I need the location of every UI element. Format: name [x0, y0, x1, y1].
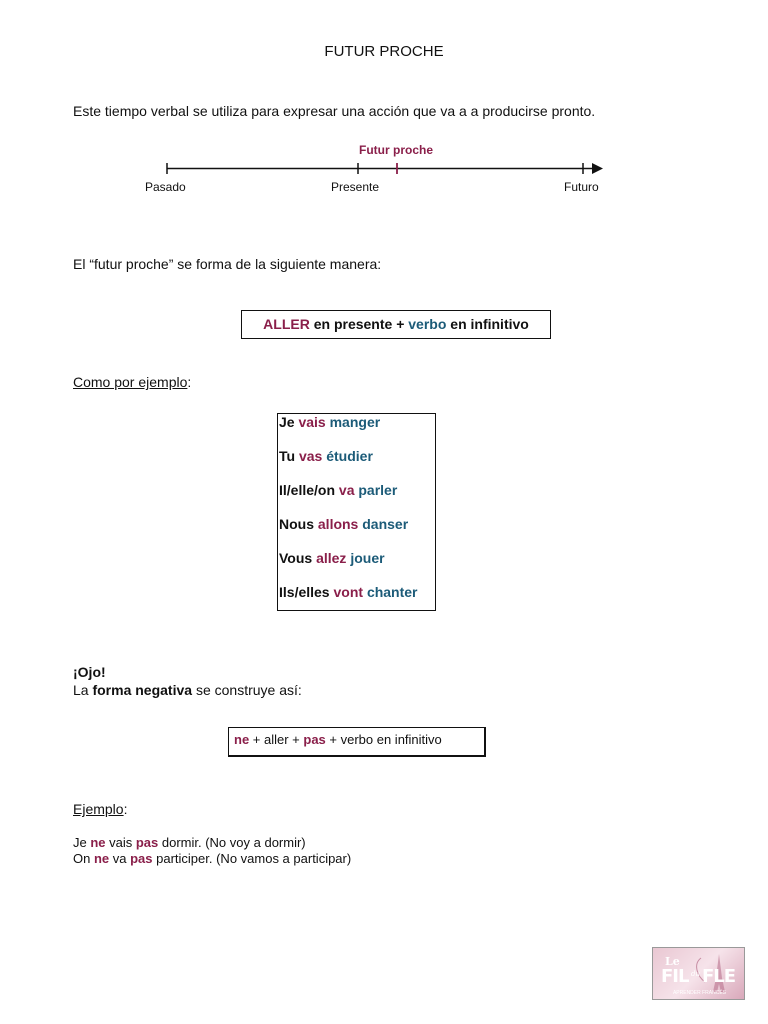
formula-part1: en presente + [309, 316, 409, 332]
pronoun: Il/elle/on [279, 482, 339, 498]
infinitive: parler [358, 482, 398, 498]
infinitive: chanter [366, 584, 418, 600]
sentence-ne: ne [93, 851, 110, 866]
conjugation-box [277, 413, 436, 611]
pronoun: Je [279, 414, 299, 430]
aux-verb: vas [298, 448, 323, 464]
example-sentence [73, 851, 351, 866]
example-heading: Como por ejemplo [73, 374, 188, 390]
example-sentence [73, 835, 306, 850]
neg-part2: + verbo en infinitivo [325, 732, 442, 747]
aux-verb: vont [333, 584, 364, 600]
sentence-subject: On [73, 851, 94, 866]
formation-text: El “futur proche” se forma de la siguiente manera: [73, 256, 382, 272]
example-colon: : [187, 374, 192, 390]
ojo-heading: ¡Ojo! [73, 664, 106, 680]
negative-intro [73, 682, 302, 698]
ejemplo-heading-line [73, 801, 127, 817]
negative-rest: se construye así: [192, 682, 302, 698]
sentence-rest: participer. (No vamos a participar) [152, 851, 352, 866]
fil-du-fle-logo [652, 947, 745, 1000]
sentence-ne: ne [90, 835, 106, 850]
conjugation-row [279, 414, 380, 430]
pronoun: Tu [279, 448, 299, 464]
timeline-present-label: Presente [331, 180, 380, 194]
conjugation-row [279, 448, 373, 464]
negative-formula-box [228, 727, 486, 757]
infinitive: étudier [326, 448, 373, 464]
logo-fil: FIL [661, 966, 689, 987]
ejemplo-colon: : [123, 801, 128, 817]
conjugation-row [279, 482, 397, 498]
formula-aller: ALLER [263, 316, 310, 332]
aux-verb: allez [316, 550, 347, 566]
pronoun: Nous [279, 516, 318, 532]
page-title: FUTUR PROCHE [324, 43, 444, 60]
sentence-aux: va [109, 851, 131, 866]
negative-la: La [73, 682, 93, 698]
sentence-subject: Je [73, 835, 91, 850]
neg-pas: pas [303, 732, 326, 747]
conjugation-row [279, 516, 408, 532]
sentence-pas: pas [130, 851, 153, 866]
ejemplo-heading: Ejemplo [73, 801, 124, 817]
logo-le: Le [665, 955, 680, 968]
intro-text: Este tiempo verbal se utiliza para expresar una acción que va a a producirse pronto. [73, 103, 596, 119]
conjugation-row [279, 550, 385, 566]
infinitive: danser [362, 516, 409, 532]
aux-verb: allons [317, 516, 359, 532]
sentence-pas: pas [135, 835, 159, 850]
timeline-axis [0, 130, 768, 210]
formula-part2: en infinitivo [446, 316, 529, 332]
timeline [0, 130, 768, 210]
pronoun: Ils/elles [279, 584, 334, 600]
logo-fle: FLE [702, 966, 736, 987]
timeline-marker-label: Futur proche [359, 143, 433, 157]
timeline-past-label: Pasado [145, 180, 186, 194]
logo-tagline: APRENDER FRANCÉS [672, 990, 727, 996]
conjugation-row [279, 584, 418, 600]
example-heading-line [73, 374, 191, 390]
timeline-future-label: Futuro [564, 180, 599, 194]
infinitive: manger [329, 414, 381, 430]
infinitive: jouer [350, 550, 385, 566]
neg-ne: ne [234, 732, 250, 747]
formula-box [241, 310, 551, 339]
pronoun: Vous [279, 550, 317, 566]
sentence-rest: dormir. (No voy a dormir) [158, 835, 306, 850]
aux-verb: vais [298, 414, 326, 430]
neg-part1: + aller + [249, 732, 304, 747]
formula-verbo: verbo [408, 316, 447, 332]
negative-forma: forma negativa [92, 682, 193, 698]
sentence-aux: vais [105, 835, 136, 850]
logo-du: du [691, 970, 700, 978]
aux-verb: va [338, 482, 355, 498]
